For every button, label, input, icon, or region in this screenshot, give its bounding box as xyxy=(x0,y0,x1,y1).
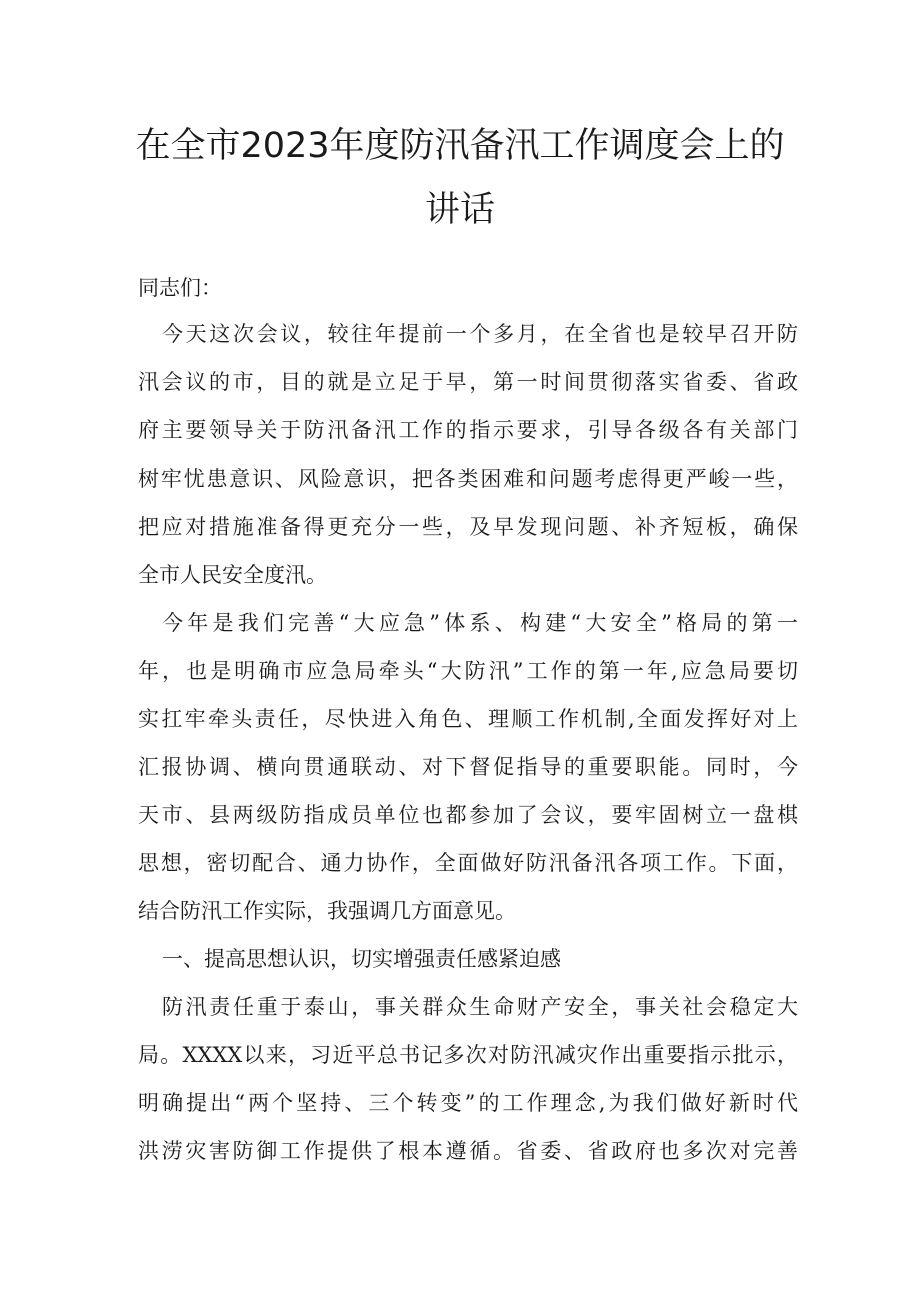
paragraph-1-line: 汛会议的市，目的就是立足于早，第一时间贯彻落实省委、省政 xyxy=(138,370,798,394)
document-title-line-2: 讲话 xyxy=(424,190,495,230)
paragraph-2-line: 天市、县两级防指成员单位也都参加了会议，要牢固树立一盘棋 xyxy=(138,803,798,827)
paragraph-3-line: 洪涝灾害防御工作提供了根本遵循。省委、省政府也多次对完善 xyxy=(138,1139,798,1163)
paragraph-1-line: 府主要领导关于防汛备汛工作的指示要求，引导各级各有关部门 xyxy=(138,418,798,442)
section-heading-1: 一、提高思想认识，切实增强责任感紧迫感 xyxy=(162,947,561,971)
paragraph-2-line: 今年是我们完善“大应急”体系、构建“大安全”格局的第一 xyxy=(162,611,798,635)
paragraph-3-line: 明确提出“两个坚持、三个转变”的工作理念,为我们做好新时代 xyxy=(138,1091,798,1115)
paragraph-3-line: 局。XXXX以来，习近平总书记多次对防汛减灾作出重要指示批示， xyxy=(138,1043,798,1067)
paragraph-2-line: 实扛牢牵头责任，尽快进入角色、理顺工作机制,全面发挥好对上 xyxy=(138,707,798,731)
paragraph-1-line: 全市人民安全度汛。 xyxy=(138,563,327,587)
document-title-line-1: 在全市2023年度防汛备汛工作调度会上的 xyxy=(135,126,785,166)
paragraph-1-line: 树牢忧患意识、风险意识，把各类困难和问题考虑得更严峻一些， xyxy=(138,467,798,491)
paragraph-2-line: 年，也是明确市应急局牵头“大防汛”工作的第一年,应急局要切 xyxy=(138,659,798,683)
salutation: 同志们： xyxy=(138,276,222,300)
paragraph-1-line: 今天这次会议，较往年提前一个多月，在全省也是较早召开防 xyxy=(162,322,798,346)
paragraph-2-line: 结合防汛工作实际，我强调几方面意见。 xyxy=(138,899,516,923)
paragraph-2-line: 思想，密切配合、通力协作，全面做好防汛备汛各项工作。下面， xyxy=(138,851,798,875)
paragraph-3-line: 防汛责任重于泰山，事关群众生命财产安全，事关社会稳定大 xyxy=(162,995,798,1019)
paragraph-2-line: 汇报协调、横向贯通联动、对下督促指导的重要职能。同时，今 xyxy=(138,755,798,779)
paragraph-1-line: 把应对措施准备得更充分一些，及早发现问题、补齐短板，确保 xyxy=(138,515,798,539)
